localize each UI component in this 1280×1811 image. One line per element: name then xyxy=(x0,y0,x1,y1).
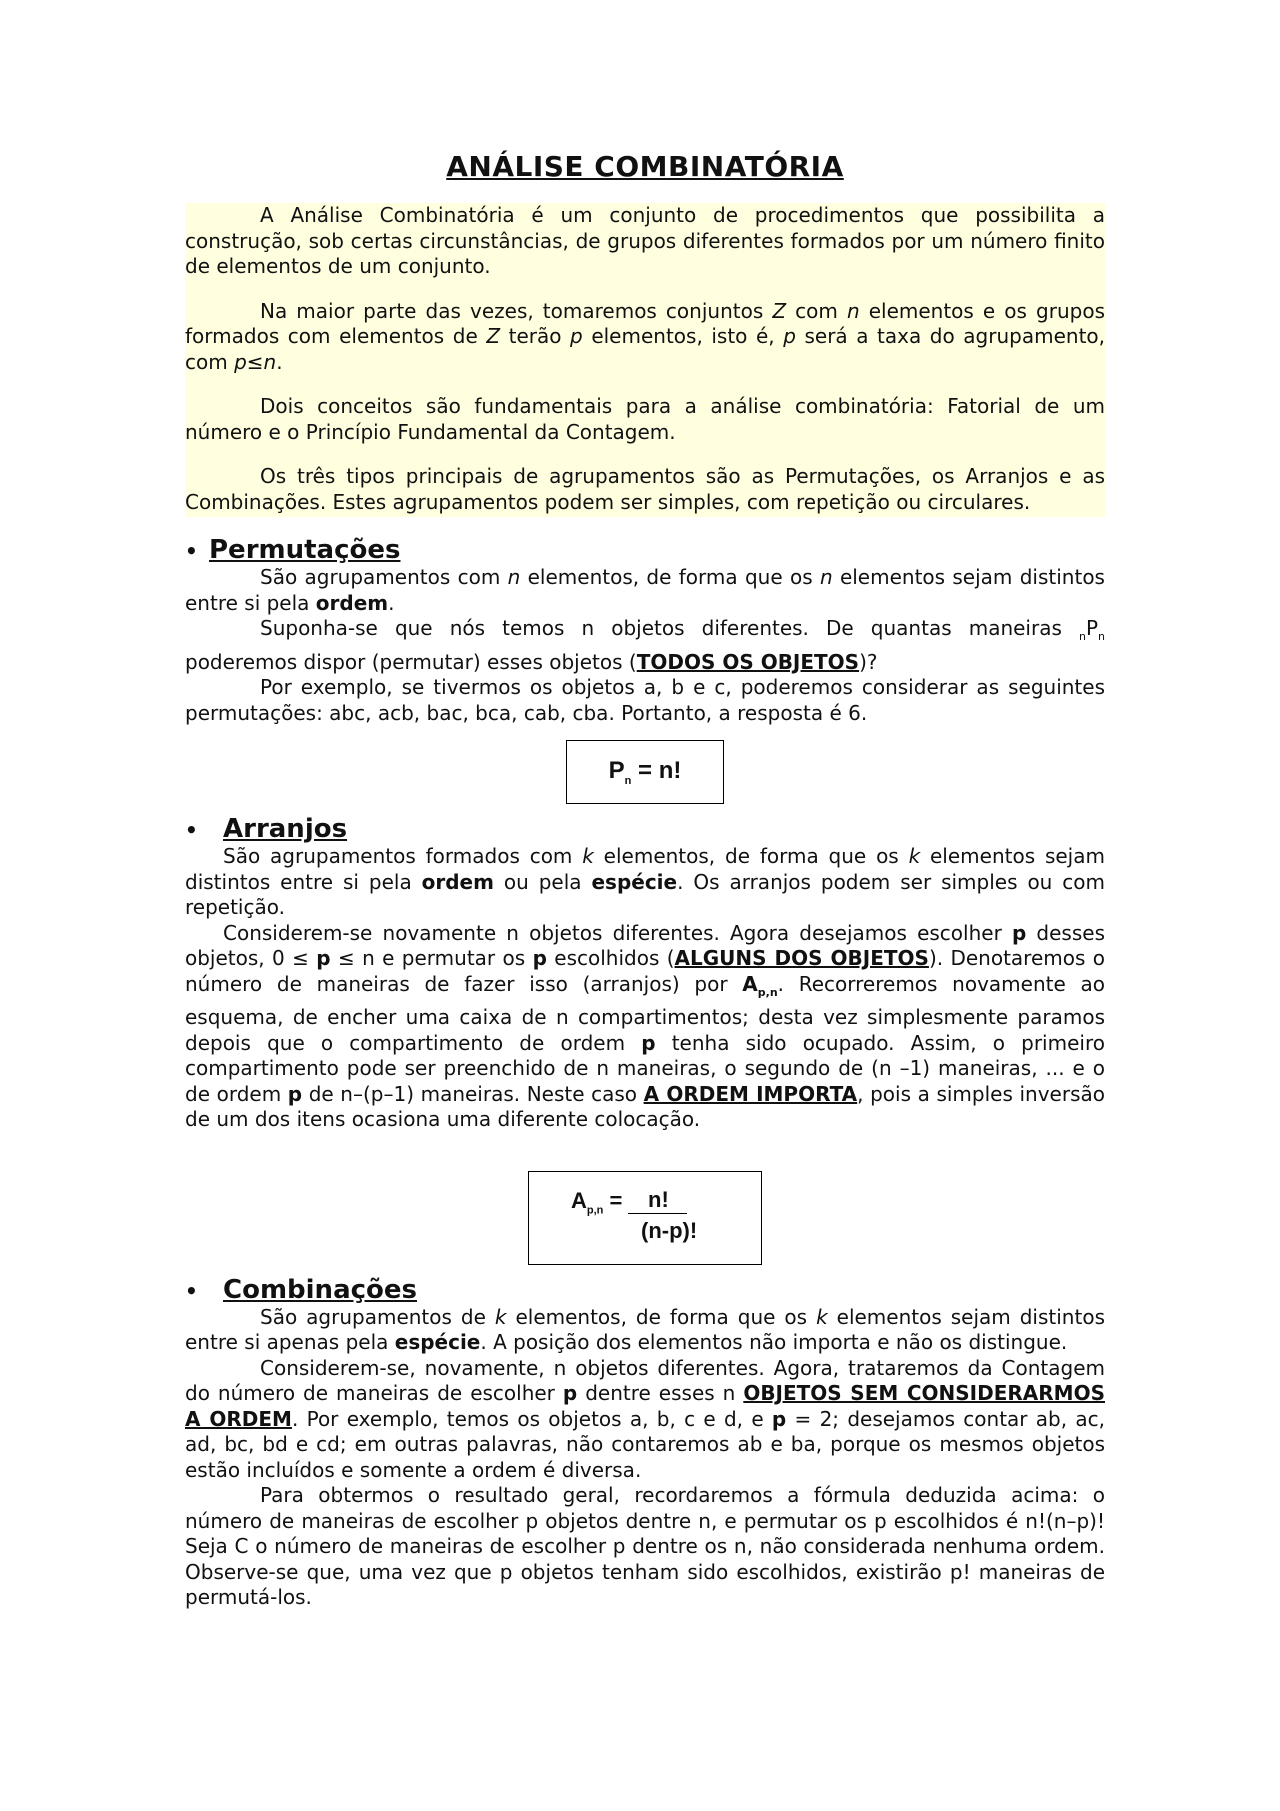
perm-paragraph-2: Suponha-se que nós temos n objetos diferentes. De quantas maneiras $_nP_n$ poderemos dispor (permutar) esses objetos (TODOS OS OBJETOS)? xyxy=(185,616,1105,674)
intro-paragraph-4: Os três tipos principais de agrupamentos são as Permutações, os Arranjos e as Combinações. Estes agrupamentos podem ser simples, com repetição ou circulares. xyxy=(185,464,1105,514)
intro-paragraph-1: A Análise Combinatória é um conjunto de procedimentos que possibilita a construção, sob certas circunstâncias, de grupos diferentes formados por um número finito de elementos de um conjunto. xyxy=(185,203,1105,278)
arrangement-formula-lhs: $A_{p,n}$ = xyxy=(571,1187,623,1216)
permutation-formula: $P_n = n$! xyxy=(608,757,682,787)
page-title: ANÁLISE COMBINATÓRIA xyxy=(446,150,844,183)
perm-paragraph-1: São agrupamentos com n elementos, de forma que os n elementos sejam distintos entre si pela ordem. xyxy=(185,565,1105,615)
arr-paragraph-2: Considerem-se novamente n objetos diferentes. Agora desejamos escolher p desses objetos, 0 ≤ p ≤ n e permutar os p escolhidos (ALGUNS DOS OBJETOS). Denotaremos o número de maneiras de fazer isso (arranjos) por $A_{p,n}$. Recorreremos novamente ao esquema, de encher uma caixa de n compartimentos; desta vez simplesmente paramos depois que o compartimento de ordem p tenha sido ocupado. Assim, o primeiro compartimento pode ser preenchido de n maneiras, o segundo de (n –1) maneiras, ... e o de ordem p de n–(p–1) maneiras. Neste caso A ORDEM IMPORTA, pois a simples inversão de um dos itens ocasiona uma diferente colocação. xyxy=(185,920,1106,1131)
bullet-icon: • xyxy=(185,818,198,842)
arrangement-formula-denominator: (n-p)! xyxy=(641,1217,698,1243)
bullet-icon: • xyxy=(185,539,198,563)
section-heading-label: Arranjos xyxy=(223,814,348,844)
perm-paragraph-3: Por exemplo, se tivermos os objetos a, b e c, poderemos considerar as seguintes permutações: abc, acb, bac, bca, cab, cba. Portanto, a resposta é 6. xyxy=(185,675,1105,725)
comb-paragraph-1: São agrupamentos de k elementos, de forma que os k elementos sejam distintos entre si apenas pela espécie. A posição dos elementos não importa e não os distingue. xyxy=(185,1304,1105,1354)
section-heading-combinacoes xyxy=(185,1275,1105,1305)
section-heading-arranjos xyxy=(185,814,1105,844)
section-heading-label: Combinações xyxy=(223,1274,417,1305)
section-heading-label: Permutações xyxy=(209,535,401,565)
arrangement-formula-numerator: n! xyxy=(628,1187,687,1214)
comb-paragraph-2: Considerem-se, novamente, n objetos diferentes. Agora, trataremos da Contagem do número de maneiras de escolher p dentre esses n OBJETOS SEM CONSIDERARMOS A ORDEM. Por exemplo, temos os objetos a, b, c e d, e p = 2; desejamos contar ab, ac, ad, bc, bd e cd; em outras palavras, não contaremos ab e ba, porque os mesmos objetos estão incluídos e somente a ordem é diversa. xyxy=(185,1355,1106,1482)
comb-paragraph-3: Para obtermos o resultado geral, recordaremos a fórmula deduzida acima: o número de maneiras de escolher p objetos dentre n, e permutar os p escolhidos é n!(n–p)! Seja C o número de maneiras de escolher p dentre os n, não considerada nenhuma ordem. Observe-se que, uma vez que p objetos tenham sido escolhidos, existirão p! maneiras de permutá-los. xyxy=(185,1483,1105,1609)
permutation-formula-box xyxy=(566,740,724,804)
intro-paragraph-3: Dois conceitos são fundamentais para a análise combinatória: Fatorial de um número e o Princípio Fundamental da Contagem. xyxy=(185,394,1105,444)
intro-highlight-block xyxy=(185,203,1105,517)
arrangement-formula-box xyxy=(528,1171,762,1265)
document-page xyxy=(185,150,1105,1611)
section-heading-permutacoes xyxy=(185,535,1105,565)
intro-paragraph-2: Na maior parte das vezes, tomaremos conjuntos Z com n elementos e os grupos formados com elementos de Z terão p elementos, isto é, p será a taxa do agrupamento, com p≤n. xyxy=(185,298,1105,374)
bullet-icon: • xyxy=(185,1278,198,1303)
arr-paragraph-1: São agrupamentos formados com k elementos, de forma que os k elementos sejam distintos entre si pela ordem ou pela espécie. Os arranjos podem ser simples ou com repetição. xyxy=(185,844,1105,919)
